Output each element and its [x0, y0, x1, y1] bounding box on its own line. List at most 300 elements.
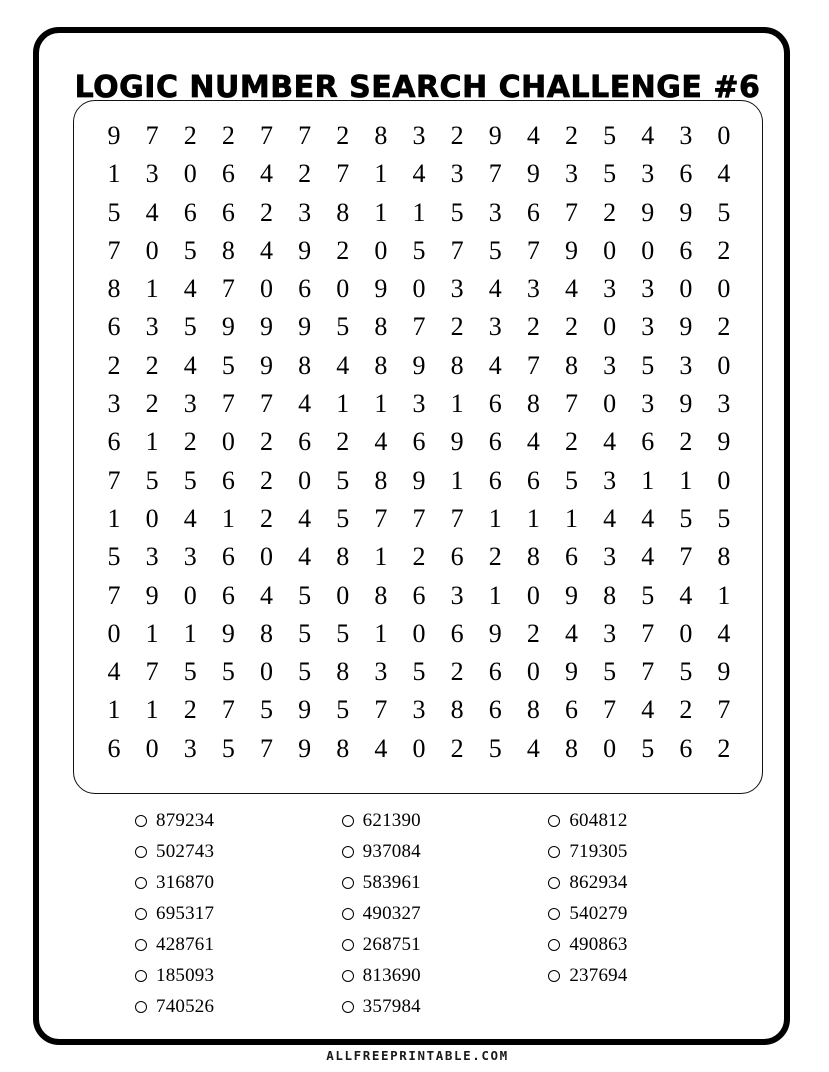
grid-cell[interactable]: 3: [450, 274, 464, 304]
grid-cell[interactable]: 4: [564, 274, 578, 304]
grid-cell[interactable]: 5: [183, 312, 197, 342]
grid-cell[interactable]: 7: [107, 465, 121, 495]
grid-cell[interactable]: 0: [679, 274, 693, 304]
grid-cell[interactable]: 6: [488, 389, 502, 419]
grid-cell[interactable]: 0: [260, 657, 274, 687]
grid-cell[interactable]: 8: [526, 389, 540, 419]
grid-cell[interactable]: 1: [107, 159, 121, 189]
circle-checkbox-icon[interactable]: [135, 846, 147, 858]
word-list-item[interactable]: [548, 929, 755, 960]
word-list-item[interactable]: [548, 960, 755, 991]
grid-cell[interactable]: 0: [412, 274, 426, 304]
grid-cell[interactable]: 1: [221, 503, 235, 533]
word-list-item[interactable]: [135, 960, 342, 991]
grid-cell[interactable]: 4: [603, 427, 617, 457]
grid-cell[interactable]: 0: [221, 427, 235, 457]
grid-cell[interactable]: 3: [564, 159, 578, 189]
grid-cell[interactable]: 5: [564, 465, 578, 495]
grid-cell[interactable]: 6: [107, 312, 121, 342]
grid-cell[interactable]: 6: [298, 427, 312, 457]
grid-cell[interactable]: 4: [260, 159, 274, 189]
grid-cell[interactable]: 9: [564, 580, 578, 610]
grid-cell[interactable]: 5: [183, 235, 197, 265]
grid-cell[interactable]: 6: [641, 427, 655, 457]
grid-cell[interactable]: 7: [526, 350, 540, 380]
grid-cell[interactable]: 9: [679, 389, 693, 419]
grid-cell[interactable]: 6: [221, 197, 235, 227]
circle-checkbox-icon[interactable]: [342, 1001, 354, 1013]
grid-cell[interactable]: 2: [221, 121, 235, 150]
grid-cell[interactable]: 5: [336, 695, 350, 725]
grid-cell[interactable]: 8: [107, 274, 121, 304]
grid-cell[interactable]: 8: [260, 618, 274, 648]
circle-checkbox-icon[interactable]: [135, 815, 147, 827]
grid-cell[interactable]: 9: [412, 350, 426, 380]
grid-cell[interactable]: 8: [564, 733, 578, 763]
word-list-item[interactable]: [342, 991, 549, 1022]
circle-checkbox-icon[interactable]: [548, 815, 560, 827]
grid-cell[interactable]: 5: [603, 159, 617, 189]
grid-cell[interactable]: 8: [450, 350, 464, 380]
grid-cell[interactable]: 0: [603, 733, 617, 763]
grid-cell[interactable]: 6: [488, 427, 502, 457]
grid-cell[interactable]: 2: [450, 312, 464, 342]
grid-cell[interactable]: 2: [450, 733, 464, 763]
grid-cell[interactable]: 4: [526, 121, 540, 150]
grid-cell[interactable]: 1: [107, 695, 121, 725]
grid-cell[interactable]: 0: [526, 657, 540, 687]
grid-cell[interactable]: 2: [260, 427, 274, 457]
circle-checkbox-icon[interactable]: [135, 908, 147, 920]
grid-cell[interactable]: 4: [260, 235, 274, 265]
grid-cell[interactable]: 6: [107, 733, 121, 763]
grid-cell[interactable]: 9: [221, 312, 235, 342]
grid-cell[interactable]: 7: [374, 503, 388, 533]
grid-cell[interactable]: 0: [260, 542, 274, 572]
grid-cell[interactable]: 7: [374, 695, 388, 725]
grid-cell[interactable]: 1: [107, 503, 121, 533]
grid-cell[interactable]: 5: [183, 657, 197, 687]
word-list-item[interactable]: [135, 929, 342, 960]
circle-checkbox-icon[interactable]: [135, 970, 147, 982]
grid-cell[interactable]: 9: [107, 121, 121, 150]
grid-cell[interactable]: 3: [603, 350, 617, 380]
grid-cell[interactable]: 2: [260, 197, 274, 227]
grid-cell[interactable]: 1: [564, 503, 578, 533]
grid-cell[interactable]: 5: [679, 503, 693, 533]
grid-cell[interactable]: 2: [183, 121, 197, 150]
circle-checkbox-icon[interactable]: [342, 846, 354, 858]
grid-cell[interactable]: 4: [717, 159, 731, 189]
grid-cell[interactable]: 3: [641, 312, 655, 342]
grid-cell[interactable]: 5: [336, 312, 350, 342]
word-list-item[interactable]: [548, 805, 755, 836]
grid-cell[interactable]: 0: [336, 274, 350, 304]
grid-cell[interactable]: 6: [221, 542, 235, 572]
grid-cell[interactable]: 5: [412, 657, 426, 687]
grid-cell[interactable]: 1: [450, 389, 464, 419]
grid-cell[interactable]: 9: [221, 618, 235, 648]
grid-cell[interactable]: 0: [336, 580, 350, 610]
grid-cell[interactable]: 3: [298, 197, 312, 227]
grid-cell[interactable]: 4: [374, 733, 388, 763]
grid-cell[interactable]: 3: [603, 465, 617, 495]
grid-cell[interactable]: 0: [298, 465, 312, 495]
grid-cell[interactable]: 1: [145, 427, 159, 457]
grid-cell[interactable]: 9: [260, 312, 274, 342]
word-list-item[interactable]: [135, 867, 342, 898]
grid-cell[interactable]: 4: [564, 618, 578, 648]
grid-cell[interactable]: 1: [679, 465, 693, 495]
grid-cell[interactable]: 6: [298, 274, 312, 304]
grid-cell[interactable]: 5: [412, 235, 426, 265]
grid-cell[interactable]: 3: [412, 389, 426, 419]
grid-cell[interactable]: 9: [412, 465, 426, 495]
grid-cell[interactable]: 2: [564, 312, 578, 342]
grid-cell[interactable]: 5: [488, 733, 502, 763]
grid-cell[interactable]: 6: [564, 695, 578, 725]
grid-cell[interactable]: 5: [641, 580, 655, 610]
grid-cell[interactable]: 2: [564, 121, 578, 150]
grid-cell[interactable]: 3: [183, 733, 197, 763]
grid-cell[interactable]: 3: [450, 580, 464, 610]
grid-cell[interactable]: 8: [526, 542, 540, 572]
grid-cell[interactable]: 4: [641, 503, 655, 533]
grid-cell[interactable]: 3: [450, 159, 464, 189]
grid-cell[interactable]: 3: [603, 618, 617, 648]
grid-cell[interactable]: 4: [641, 542, 655, 572]
grid-cell[interactable]: 7: [107, 580, 121, 610]
grid-cell[interactable]: 3: [526, 274, 540, 304]
grid-cell[interactable]: 5: [107, 197, 121, 227]
grid-cell[interactable]: 9: [488, 121, 502, 150]
grid-cell[interactable]: 5: [221, 733, 235, 763]
grid-cell[interactable]: 4: [717, 618, 731, 648]
grid-cell[interactable]: 9: [260, 350, 274, 380]
grid-cell[interactable]: 6: [183, 197, 197, 227]
grid-cell[interactable]: 6: [450, 542, 464, 572]
grid-cell[interactable]: 2: [298, 159, 312, 189]
grid-cell[interactable]: 1: [717, 580, 731, 610]
grid-cell[interactable]: 5: [336, 618, 350, 648]
grid-cell[interactable]: 3: [412, 695, 426, 725]
grid-cell[interactable]: 0: [374, 235, 388, 265]
grid-cell[interactable]: 6: [679, 159, 693, 189]
grid-cell[interactable]: 7: [298, 121, 312, 150]
grid-cell[interactable]: 9: [450, 427, 464, 457]
grid-cell[interactable]: 8: [603, 580, 617, 610]
grid-cell[interactable]: 6: [526, 197, 540, 227]
circle-checkbox-icon[interactable]: [135, 939, 147, 951]
circle-checkbox-icon[interactable]: [135, 1001, 147, 1013]
grid-cell[interactable]: 5: [260, 695, 274, 725]
grid-cell[interactable]: 3: [183, 542, 197, 572]
grid-cell[interactable]: 9: [717, 657, 731, 687]
grid-cell[interactable]: 5: [145, 465, 159, 495]
circle-checkbox-icon[interactable]: [342, 877, 354, 889]
grid-cell[interactable]: 7: [450, 235, 464, 265]
grid-cell[interactable]: 2: [717, 733, 731, 763]
grid-cell[interactable]: 2: [526, 312, 540, 342]
grid-cell[interactable]: 7: [603, 695, 617, 725]
grid-cell[interactable]: 8: [717, 542, 731, 572]
grid-cell[interactable]: 7: [221, 695, 235, 725]
grid-cell[interactable]: 6: [221, 465, 235, 495]
grid-cell[interactable]: 9: [717, 427, 731, 457]
grid-cell[interactable]: 2: [488, 542, 502, 572]
grid-cell[interactable]: 7: [145, 657, 159, 687]
grid-cell[interactable]: 1: [336, 389, 350, 419]
grid-cell[interactable]: 0: [717, 121, 731, 150]
word-list-item[interactable]: [135, 805, 342, 836]
grid-cell[interactable]: 5: [488, 235, 502, 265]
grid-cell[interactable]: 6: [450, 618, 464, 648]
grid-cell[interactable]: 9: [679, 197, 693, 227]
grid-cell[interactable]: 2: [260, 465, 274, 495]
grid-cell[interactable]: 3: [412, 121, 426, 150]
grid-cell[interactable]: 6: [679, 733, 693, 763]
circle-checkbox-icon[interactable]: [548, 970, 560, 982]
grid-cell[interactable]: 1: [412, 197, 426, 227]
grid-cell[interactable]: 4: [183, 350, 197, 380]
grid-cell[interactable]: 4: [603, 503, 617, 533]
grid-cell[interactable]: 0: [183, 580, 197, 610]
grid-cell[interactable]: 0: [145, 503, 159, 533]
grid-cell[interactable]: 3: [679, 121, 693, 150]
grid-cell[interactable]: 6: [564, 542, 578, 572]
grid-cell[interactable]: 5: [603, 657, 617, 687]
grid-cell[interactable]: 4: [183, 503, 197, 533]
grid-cell[interactable]: 5: [641, 733, 655, 763]
grid-cell[interactable]: 3: [107, 389, 121, 419]
grid-cell[interactable]: 6: [679, 235, 693, 265]
grid-cell[interactable]: 5: [641, 350, 655, 380]
circle-checkbox-icon[interactable]: [548, 846, 560, 858]
word-list-item[interactable]: [342, 960, 549, 991]
grid-cell[interactable]: 5: [336, 465, 350, 495]
circle-checkbox-icon[interactable]: [342, 939, 354, 951]
grid-cell[interactable]: 2: [603, 197, 617, 227]
grid-cell[interactable]: 2: [107, 350, 121, 380]
grid-cell[interactable]: 9: [564, 235, 578, 265]
grid-cell[interactable]: 9: [298, 733, 312, 763]
grid-cell[interactable]: 6: [488, 657, 502, 687]
grid-cell[interactable]: 2: [183, 695, 197, 725]
grid-cell[interactable]: 9: [298, 235, 312, 265]
grid-cell[interactable]: 8: [374, 465, 388, 495]
grid-cell[interactable]: 5: [450, 197, 464, 227]
word-list-item[interactable]: [342, 929, 549, 960]
word-list-item[interactable]: [342, 867, 549, 898]
grid-cell[interactable]: 8: [564, 350, 578, 380]
grid-cell[interactable]: 0: [145, 235, 159, 265]
grid-cell[interactable]: 4: [641, 121, 655, 150]
grid-cell[interactable]: 8: [336, 197, 350, 227]
grid-cell[interactable]: 3: [603, 542, 617, 572]
grid-cell[interactable]: 3: [641, 274, 655, 304]
grid-cell[interactable]: 7: [488, 159, 502, 189]
grid-cell[interactable]: 7: [412, 312, 426, 342]
grid-cell[interactable]: 2: [450, 657, 464, 687]
grid-cell[interactable]: 8: [374, 580, 388, 610]
grid-cell[interactable]: 2: [450, 121, 464, 150]
grid-cell[interactable]: 0: [717, 465, 731, 495]
grid-cell[interactable]: 4: [641, 695, 655, 725]
grid-cell[interactable]: 1: [145, 695, 159, 725]
circle-checkbox-icon[interactable]: [548, 939, 560, 951]
grid-cell[interactable]: 3: [488, 312, 502, 342]
grid-cell[interactable]: 1: [374, 197, 388, 227]
grid-cell[interactable]: 7: [679, 542, 693, 572]
grid-cell[interactable]: 1: [641, 465, 655, 495]
grid-cell[interactable]: 2: [717, 235, 731, 265]
grid-cell[interactable]: 5: [679, 657, 693, 687]
word-list-item[interactable]: [135, 898, 342, 929]
grid-cell[interactable]: 4: [526, 733, 540, 763]
grid-cell[interactable]: 7: [564, 197, 578, 227]
circle-checkbox-icon[interactable]: [342, 970, 354, 982]
grid-cell[interactable]: 3: [603, 274, 617, 304]
grid-cell[interactable]: 6: [412, 580, 426, 610]
grid-cell[interactable]: 6: [488, 465, 502, 495]
grid-cell[interactable]: 2: [526, 618, 540, 648]
grid-cell[interactable]: 4: [145, 197, 159, 227]
grid-cell[interactable]: 4: [183, 274, 197, 304]
grid-cell[interactable]: 5: [298, 580, 312, 610]
grid-cell[interactable]: 8: [374, 312, 388, 342]
word-list-item[interactable]: [548, 898, 755, 929]
grid-cell[interactable]: 1: [450, 465, 464, 495]
grid-cell[interactable]: 0: [260, 274, 274, 304]
grid-cell[interactable]: 0: [603, 389, 617, 419]
grid-cell[interactable]: 6: [412, 427, 426, 457]
grid-cell[interactable]: 0: [412, 618, 426, 648]
grid-cell[interactable]: 1: [488, 580, 502, 610]
grid-cell[interactable]: 4: [412, 159, 426, 189]
grid-cell[interactable]: 7: [336, 159, 350, 189]
grid-cell[interactable]: 3: [374, 657, 388, 687]
grid-cell[interactable]: 5: [717, 503, 731, 533]
grid-cell[interactable]: 1: [374, 159, 388, 189]
grid-cell[interactable]: 3: [641, 159, 655, 189]
word-list-item[interactable]: [342, 898, 549, 929]
grid-cell[interactable]: 2: [336, 121, 350, 150]
circle-checkbox-icon[interactable]: [548, 908, 560, 920]
grid-cell[interactable]: 8: [526, 695, 540, 725]
grid-cell[interactable]: 3: [679, 350, 693, 380]
grid-cell[interactable]: 4: [526, 427, 540, 457]
grid-cell[interactable]: 7: [107, 235, 121, 265]
grid-cell[interactable]: 0: [717, 274, 731, 304]
grid-cell[interactable]: 5: [603, 121, 617, 150]
grid-cell[interactable]: 8: [221, 235, 235, 265]
grid-cell[interactable]: 9: [564, 657, 578, 687]
circle-checkbox-icon[interactable]: [548, 877, 560, 889]
grid-cell[interactable]: 6: [488, 695, 502, 725]
grid-cell[interactable]: 2: [412, 542, 426, 572]
grid-cell[interactable]: 7: [221, 274, 235, 304]
grid-cell[interactable]: 3: [183, 389, 197, 419]
grid-cell[interactable]: 3: [641, 389, 655, 419]
grid-cell[interactable]: 7: [260, 121, 274, 150]
grid-cell[interactable]: 4: [336, 350, 350, 380]
word-list-item[interactable]: [342, 805, 549, 836]
grid-cell[interactable]: 4: [107, 657, 121, 687]
grid-cell[interactable]: 6: [221, 159, 235, 189]
grid-cell[interactable]: 0: [145, 733, 159, 763]
grid-cell[interactable]: 4: [488, 350, 502, 380]
grid-cell[interactable]: 5: [336, 503, 350, 533]
grid-cell[interactable]: 7: [717, 695, 731, 725]
grid-cell[interactable]: 7: [641, 657, 655, 687]
word-list-item[interactable]: [548, 836, 755, 867]
grid-cell[interactable]: 0: [526, 580, 540, 610]
grid-cell[interactable]: 9: [679, 312, 693, 342]
grid-cell[interactable]: 0: [603, 312, 617, 342]
word-list-item[interactable]: [342, 836, 549, 867]
circle-checkbox-icon[interactable]: [135, 877, 147, 889]
grid-cell[interactable]: 1: [374, 542, 388, 572]
grid-cell[interactable]: 1: [145, 274, 159, 304]
word-list-item[interactable]: [135, 836, 342, 867]
grid-cell[interactable]: 0: [183, 159, 197, 189]
grid-cell[interactable]: 9: [298, 695, 312, 725]
grid-cell[interactable]: 9: [374, 274, 388, 304]
grid-cell[interactable]: 1: [145, 618, 159, 648]
grid-cell[interactable]: 4: [298, 389, 312, 419]
grid-cell[interactable]: 5: [298, 657, 312, 687]
grid-cell[interactable]: 9: [145, 580, 159, 610]
grid-cell[interactable]: 7: [641, 618, 655, 648]
grid-cell[interactable]: 3: [488, 197, 502, 227]
grid-cell[interactable]: 2: [564, 427, 578, 457]
grid-cell[interactable]: 8: [374, 121, 388, 150]
grid-cell[interactable]: 4: [374, 427, 388, 457]
grid-cell[interactable]: 5: [183, 465, 197, 495]
grid-cell[interactable]: 9: [526, 159, 540, 189]
grid-cell[interactable]: 0: [107, 618, 121, 648]
grid-cell[interactable]: 2: [679, 427, 693, 457]
grid-cell[interactable]: 5: [107, 542, 121, 572]
grid-cell[interactable]: 0: [679, 618, 693, 648]
grid-cell[interactable]: 3: [717, 389, 731, 419]
grid-cell[interactable]: 8: [336, 542, 350, 572]
grid-cell[interactable]: 5: [298, 618, 312, 648]
word-list-item[interactable]: [135, 991, 342, 1022]
grid-cell[interactable]: 1: [526, 503, 540, 533]
grid-cell[interactable]: 7: [221, 389, 235, 419]
grid-cell[interactable]: 7: [260, 733, 274, 763]
grid-cell[interactable]: 3: [145, 312, 159, 342]
grid-cell[interactable]: 2: [145, 389, 159, 419]
grid-cell[interactable]: 3: [145, 542, 159, 572]
grid-cell[interactable]: 7: [564, 389, 578, 419]
grid-cell[interactable]: 8: [336, 733, 350, 763]
grid-cell[interactable]: 2: [336, 427, 350, 457]
grid-cell[interactable]: 6: [221, 580, 235, 610]
grid-cell[interactable]: 7: [260, 389, 274, 419]
grid-cell[interactable]: 2: [717, 312, 731, 342]
grid-cell[interactable]: 8: [336, 657, 350, 687]
grid-cell[interactable]: 6: [107, 427, 121, 457]
grid-cell[interactable]: 2: [260, 503, 274, 533]
grid-cell[interactable]: 9: [641, 197, 655, 227]
grid-cell[interactable]: 3: [145, 159, 159, 189]
circle-checkbox-icon[interactable]: [342, 815, 354, 827]
word-list-item[interactable]: [548, 867, 755, 898]
grid-cell[interactable]: 0: [717, 350, 731, 380]
grid-cell[interactable]: 1: [183, 618, 197, 648]
